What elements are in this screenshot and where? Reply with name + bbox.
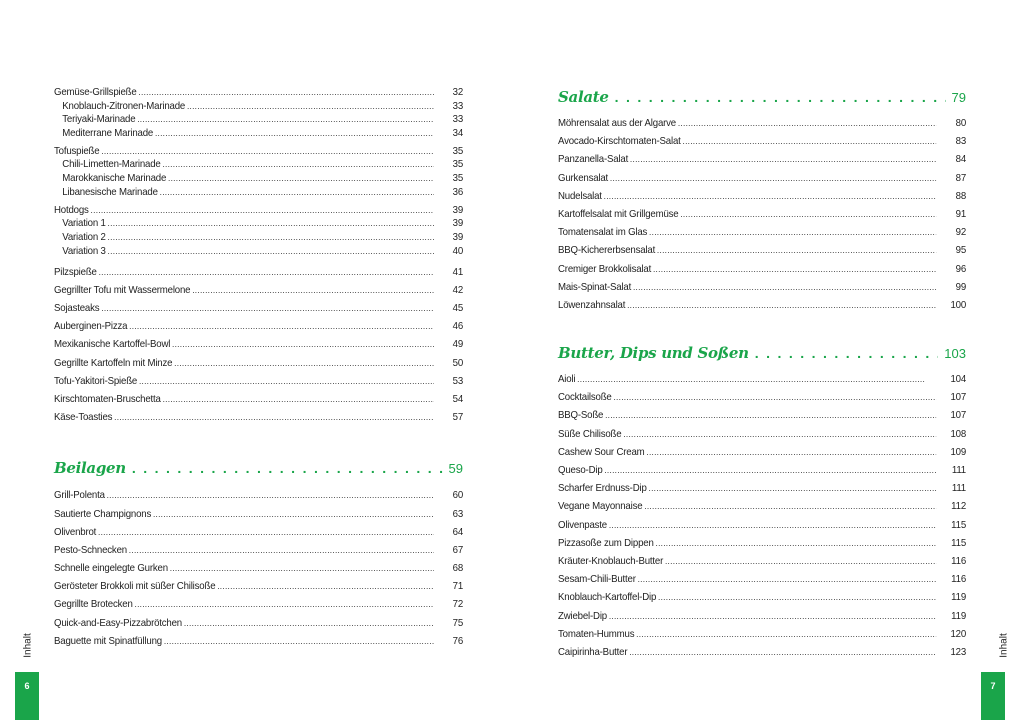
dot-leader — [129, 541, 434, 559]
main-entries — [54, 263, 463, 427]
entry-title: Käse-Toasties — [54, 411, 113, 424]
entry-title: Variation 2 — [62, 230, 106, 243]
entry-page-number: 71 — [452, 580, 464, 593]
dot-leader — [107, 486, 434, 504]
dot-leader — [98, 523, 434, 541]
entry-page-number: 100 — [950, 298, 967, 311]
dot-leader — [108, 217, 434, 231]
toc-entry[interactable] — [558, 552, 966, 570]
entry-title: Hotdogs — [54, 203, 89, 216]
entry-title: Avocado-Kirschtomaten-Salat — [558, 135, 681, 148]
entry-title: Queso-Dip — [558, 464, 603, 476]
toc-entry[interactable] — [54, 486, 463, 504]
entry-page-number: 92 — [955, 226, 967, 239]
dot-leader — [636, 625, 936, 643]
toc-entry[interactable] — [54, 335, 463, 353]
entry-title: Schnelle eingelegte Gurken — [54, 562, 168, 575]
dot-leader — [604, 187, 937, 205]
entry-page-number: 75 — [452, 616, 464, 629]
entry-page-number: 42 — [452, 283, 464, 296]
entry-title: Chili-Limetten-Marinade — [62, 158, 161, 171]
dot-leader — [91, 204, 434, 218]
toc-subentry[interactable] — [54, 231, 463, 245]
entry-title: Mediterrane Marinade — [62, 126, 154, 139]
entry-page-number: 115 — [951, 518, 967, 531]
entry-page-number: 116 — [951, 554, 967, 567]
entry-page-number: 33 — [452, 113, 464, 126]
toc-entry[interactable] — [54, 263, 463, 281]
entry-page-number: 99 — [955, 280, 967, 293]
entry-title: Sesam-Chili-Butter — [558, 573, 636, 586]
toc-entry[interactable] — [54, 541, 463, 559]
dot-leader — [101, 299, 433, 317]
toc-entry[interactable] — [558, 260, 966, 278]
toc-subentry[interactable] — [54, 113, 463, 127]
entry-title: Mais-Spinat-Salat — [558, 280, 632, 293]
toc-entry[interactable] — [558, 406, 966, 424]
toc-entry[interactable] — [558, 461, 966, 479]
entry-title: Variation 3 — [62, 244, 106, 257]
toc-entry[interactable] — [558, 425, 966, 443]
toc-entry[interactable] — [54, 632, 463, 650]
entry-page-number: 80 — [955, 117, 967, 129]
entry-title: Tomaten-Hummus — [558, 627, 635, 640]
entry-page-number: 115 — [951, 536, 967, 549]
dot-leader — [649, 223, 937, 241]
entry-page-number: 39 — [452, 203, 464, 216]
entry-title: Tomatensalat im Glas — [558, 226, 648, 239]
toc-entry[interactable] — [558, 150, 966, 168]
dot-leader — [629, 643, 936, 661]
side-label: Inhalt — [22, 633, 34, 658]
section-heading[interactable] — [558, 86, 966, 108]
entry-page-number: 107 — [950, 409, 967, 422]
dot-leader — [172, 335, 434, 353]
dot-leader — [755, 342, 939, 364]
toc-right — [558, 86, 966, 661]
entry-title: Gemüse-Grillspieße — [54, 86, 137, 98]
toc-entry[interactable] — [558, 643, 966, 661]
entry-page-number: 96 — [955, 262, 967, 275]
section-title: Salate — [558, 88, 609, 106]
entry-title: Zwiebel-Dip — [558, 609, 607, 622]
grouped-entries — [54, 86, 463, 263]
toc-entry[interactable] — [558, 205, 966, 223]
entry-title: BBQ-Soße — [558, 409, 604, 422]
toc-entry[interactable] — [54, 390, 463, 408]
entry-title: Quick-and-Easy-Pizzabrötchen — [54, 616, 183, 629]
entry-title: Tofuspieße — [54, 144, 100, 157]
entry-page-number: 35 — [452, 144, 464, 157]
toc-entry[interactable] — [54, 523, 463, 541]
entry-title: Möhrensalat aus der Algarve — [558, 117, 677, 129]
entry-title: Olivenpaste — [558, 518, 607, 531]
entry-page-number: 119 — [951, 591, 967, 604]
dot-leader — [577, 370, 936, 388]
toc-entry[interactable] — [558, 296, 966, 314]
page-number-tab: 7 — [981, 672, 1005, 720]
entry-page-number: 54 — [452, 392, 464, 405]
entry-title: Panzanella-Salat — [558, 153, 629, 166]
dot-leader — [630, 150, 937, 168]
entry-page-number: 39 — [452, 230, 464, 243]
dot-leader — [623, 425, 936, 443]
dot-leader — [609, 607, 937, 625]
dot-leader — [613, 388, 936, 406]
toc-entry[interactable] — [54, 372, 463, 390]
dot-leader — [627, 296, 936, 314]
entry-title: Sautierte Champignons — [54, 507, 152, 520]
entry-title: Scharfer Erdnuss-Dip — [558, 482, 647, 495]
toc-group — [54, 86, 463, 140]
section-heading[interactable] — [558, 342, 966, 364]
dot-leader — [160, 186, 434, 200]
dot-leader — [108, 231, 434, 245]
entry-page-number: 68 — [452, 562, 464, 575]
entry-title: Vegane Mayonnaise — [558, 500, 643, 513]
dot-leader — [610, 169, 937, 187]
entry-title: Löwenzahnsalat — [558, 298, 626, 311]
entry-title: Cashew Sour Cream — [558, 445, 645, 458]
dot-leader — [658, 588, 937, 606]
entry-page-number: 107 — [950, 391, 967, 404]
entry-page-number: 123 — [950, 645, 967, 658]
section-heading-beilagen[interactable] — [54, 457, 463, 479]
dot-leader — [633, 278, 937, 296]
toc-entry[interactable] — [54, 505, 463, 523]
dot-leader — [108, 245, 434, 259]
entry-page-number: 39 — [452, 217, 464, 230]
entry-title: Süße Chilisoße — [558, 427, 622, 440]
toc-entry[interactable] — [558, 570, 966, 588]
dot-leader — [137, 113, 433, 127]
entry-page-number: 111 — [951, 482, 967, 495]
entry-page-number: 63 — [452, 507, 464, 520]
entry-page-number: 35 — [452, 172, 464, 185]
entry-page-number: 112 — [951, 500, 967, 513]
entry-title: Tofu-Yakitori-Spieße — [54, 374, 138, 387]
dot-leader — [168, 172, 434, 186]
dot-leader — [162, 158, 433, 172]
dot-leader — [655, 534, 936, 552]
dot-leader — [153, 505, 434, 523]
entry-page-number: 104 — [950, 373, 967, 386]
dot-leader — [135, 595, 434, 613]
entry-title: Nudelsalat — [558, 189, 602, 202]
entry-title: Pesto-Schnecken — [54, 543, 127, 556]
dot-leader — [170, 559, 434, 577]
toc-entry[interactable] — [54, 86, 463, 100]
entry-title: Kräuter-Knoblauch-Butter — [558, 554, 664, 567]
entry-title: Kartoffelsalat mit Grillgemüse — [558, 207, 679, 220]
toc-entry[interactable] — [558, 479, 966, 497]
entry-title: Aioli — [558, 373, 576, 386]
toc-entry[interactable] — [54, 408, 463, 426]
entry-page-number: 91 — [955, 207, 967, 220]
entry-title: Marokkanische Marinade — [62, 172, 167, 185]
dot-leader — [644, 497, 936, 515]
dot-leader — [682, 132, 936, 150]
dot-leader — [678, 114, 937, 132]
toc-entry[interactable] — [558, 588, 966, 606]
entry-page-number: 45 — [452, 302, 464, 314]
entry-title: BBQ-Kichererbsensalat — [558, 244, 656, 257]
entry-title: Gerösteter Brokkoli mit süßer Chilisoße — [54, 580, 216, 593]
toc-entry[interactable] — [558, 497, 966, 515]
entry-page-number: 64 — [452, 525, 464, 538]
toc-entry[interactable] — [558, 114, 966, 132]
entry-page-number: 60 — [452, 489, 464, 502]
toc-subentry[interactable] — [54, 186, 463, 200]
toc-entry[interactable] — [558, 625, 966, 643]
entry-page-number: 119 — [951, 609, 967, 622]
toc-group — [54, 204, 463, 258]
entry-page-number: 88 — [955, 189, 967, 202]
dot-leader — [649, 479, 937, 497]
page-number-tab: 6 — [15, 672, 39, 720]
entry-page-number: 116 — [951, 573, 967, 586]
dot-leader — [138, 86, 433, 100]
toc-left — [54, 86, 463, 650]
toc-entry[interactable] — [558, 132, 966, 150]
entry-title: Knoblauch-Kartoffel-Dip — [558, 591, 657, 604]
entry-title: Baguette mit Spinatfüllung — [54, 634, 162, 647]
dot-leader — [155, 127, 434, 141]
dot-leader — [184, 614, 434, 632]
dot-leader — [665, 552, 937, 570]
toc-entry[interactable] — [54, 614, 463, 632]
toc-entry[interactable] — [54, 317, 463, 335]
toc-entry[interactable] — [558, 223, 966, 241]
entry-page-number: 41 — [452, 265, 464, 278]
entry-title: Variation 1 — [62, 217, 106, 230]
entry-title: Pilzspieße — [54, 265, 97, 278]
entry-title: Gurkensalat — [558, 171, 609, 184]
entry-title: Pizzasoße zum Dippen — [558, 536, 654, 549]
entry-page-number: 120 — [950, 627, 967, 640]
dot-leader — [217, 577, 433, 595]
toc-entry[interactable] — [558, 388, 966, 406]
entry-title: Gegrillte Brotecken — [54, 598, 133, 611]
toc-entry[interactable] — [54, 204, 463, 218]
toc-entry[interactable] — [558, 607, 966, 625]
toc-entry[interactable] — [558, 443, 966, 461]
entry-page-number: 108 — [950, 427, 967, 440]
side-label: Inhalt — [998, 633, 1010, 658]
entry-page-number: 111 — [951, 464, 967, 476]
entry-page-number: 50 — [452, 356, 464, 369]
section-title: Beilagen — [54, 459, 126, 478]
dot-leader — [99, 263, 434, 281]
dot-leader — [615, 86, 946, 108]
entry-title: Kirschtomaten-Bruschetta — [54, 392, 161, 405]
dot-leader — [187, 100, 434, 114]
toc-entry[interactable] — [54, 559, 463, 577]
toc-entry[interactable] — [54, 281, 463, 299]
entry-title: Olivenbrot — [54, 525, 97, 538]
toc-entry[interactable] — [54, 299, 463, 317]
beilagen-entries — [54, 486, 463, 650]
section-page-number: 79 — [951, 90, 966, 105]
toc-entry[interactable] — [558, 370, 966, 388]
dot-leader — [163, 390, 434, 408]
entry-page-number: 49 — [452, 338, 464, 351]
entry-page-number: 53 — [452, 374, 464, 387]
toc-entry[interactable] — [558, 534, 966, 552]
toc-entry[interactable] — [558, 516, 966, 534]
dot-leader — [114, 408, 433, 426]
entry-title: Cocktailsoße — [558, 391, 612, 404]
toc-subentry[interactable] — [54, 100, 463, 114]
entry-title: Mexikanische Kartoffel-Bowl — [54, 338, 171, 351]
entry-page-number: 34 — [452, 126, 464, 139]
entry-page-number: 32 — [452, 86, 464, 98]
entry-page-number: 36 — [452, 185, 464, 198]
entry-page-number: 72 — [452, 598, 464, 611]
entry-title: Gegrillte Kartoffeln mit Minze — [54, 356, 173, 369]
toc-subentry[interactable] — [54, 217, 463, 231]
entry-page-number: 46 — [452, 320, 464, 333]
entry-page-number: 83 — [955, 135, 967, 148]
entry-title: Auberginen-Pizza — [54, 320, 128, 333]
toc-entry[interactable] — [54, 577, 463, 595]
toc-entry[interactable] — [54, 595, 463, 613]
dot-leader — [132, 457, 443, 479]
entry-title: Grill-Polenta — [54, 489, 105, 502]
entry-title: Sojasteaks — [54, 302, 100, 314]
entry-page-number: 76 — [452, 634, 464, 647]
dot-leader — [174, 354, 433, 372]
entry-page-number: 95 — [955, 244, 967, 257]
dot-leader — [139, 372, 434, 390]
dot-leader — [164, 632, 434, 650]
toc-entry[interactable] — [558, 187, 966, 205]
toc-subentry[interactable] — [54, 172, 463, 186]
entry-title: Gegrillter Tofu mit Wassermelone — [54, 283, 191, 296]
entry-page-number: 109 — [950, 445, 967, 458]
toc-entry[interactable] — [558, 241, 966, 259]
dot-leader — [101, 145, 433, 159]
dot-leader — [680, 205, 936, 223]
entry-title: Teriyaki-Marinade — [62, 113, 136, 126]
entry-page-number: 67 — [452, 543, 464, 556]
section-page-number: 59 — [448, 461, 463, 477]
dot-leader — [609, 516, 937, 534]
dot-leader — [605, 406, 936, 424]
toc-subentry[interactable] — [54, 158, 463, 172]
section-title: Butter, Dips und Soßen — [558, 344, 749, 363]
entry-title: Knoblauch-Zitronen-Marinade — [62, 99, 186, 112]
toc-group — [54, 145, 463, 199]
entry-page-number: 57 — [452, 411, 464, 424]
entry-page-number: 84 — [955, 153, 967, 166]
entry-page-number: 87 — [955, 171, 967, 184]
dot-leader — [129, 317, 433, 335]
entry-title: Caipirinha-Butter — [558, 645, 628, 658]
dot-leader — [638, 570, 937, 588]
dot-leader — [653, 260, 937, 278]
entry-title: Libanesische Marinade — [62, 185, 158, 198]
toc-entry[interactable] — [54, 145, 463, 159]
toc-entry[interactable] — [54, 354, 463, 372]
entry-page-number: 40 — [452, 244, 464, 257]
toc-entry[interactable] — [558, 278, 966, 296]
dot-leader — [646, 443, 936, 461]
toc-subentry[interactable] — [54, 245, 463, 259]
entry-page-number: 33 — [452, 99, 464, 112]
entry-title: Cremiger Brokkolisalat — [558, 262, 652, 275]
dot-leader — [657, 241, 937, 259]
dot-leader — [192, 281, 433, 299]
entry-page-number: 35 — [452, 158, 464, 171]
section-page-number: 103 — [944, 346, 966, 362]
dot-leader — [604, 461, 936, 479]
toc-entry[interactable] — [558, 169, 966, 187]
toc-subentry[interactable] — [54, 127, 463, 141]
